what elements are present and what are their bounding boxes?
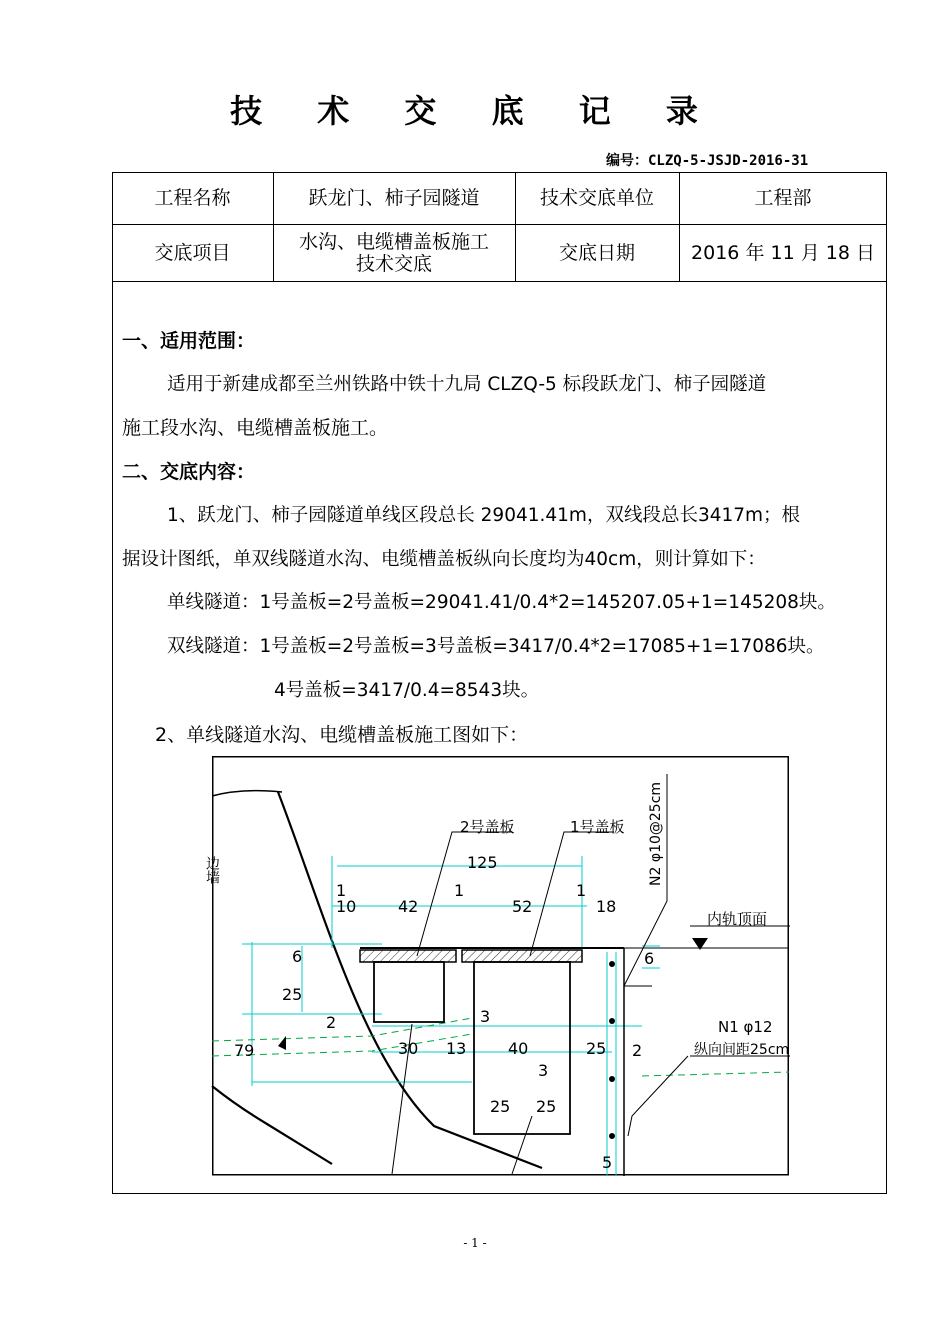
item2-text: 2、单线隧道水沟、电缆槽盖板施工图如下： (155, 724, 529, 746)
item-value (273, 224, 515, 281)
unit-label: 技术交底单位 (539, 187, 654, 209)
rebar-dots (609, 961, 615, 1139)
spacing-label: 纵向间距25cm (694, 1042, 790, 1058)
table-divider-row2 (112, 281, 887, 282)
dim-30: 30 (398, 1039, 419, 1058)
ground-line (212, 791, 282, 796)
dim-3a: 3 (480, 1007, 491, 1026)
cover-plate-1 (462, 950, 582, 962)
item1-text-line1: 1、跃龙门、柿子园隧道单线区段总长 29041.41m，双线段总长3417m；根 (167, 505, 801, 526)
section1-heading: 一、适用范围： (122, 330, 256, 352)
document-code: 编号：CLZQ-5-JSJD-2016-31 (606, 153, 809, 169)
dim-42: 42 (398, 897, 419, 916)
rebar-n2-label: N2 φ10@25cm (648, 781, 664, 886)
wall-label: 边墙 (204, 856, 220, 884)
calc-single-line: 单线隧道：1号盖板=2号盖板=29041.41/0.4*2=145207.05+1=145208块。 (167, 592, 836, 613)
page-number: - 1 - (463, 1236, 487, 1250)
date-value: 2016 年 11 月 18 日 (691, 241, 875, 264)
item1-text-line2: 据设计图纸，单双线隧道水沟、电缆槽盖板纵向长度均为40cm，则计算如下： (122, 549, 766, 570)
dim-25d: 25 (536, 1097, 557, 1116)
rebar-n1-label: N1 φ12 (718, 1018, 773, 1036)
dim-25b: 25 (586, 1039, 607, 1058)
plate2-label: 2号盖板 (460, 818, 515, 836)
document-title: 技 术 交 底 记 录 (230, 92, 720, 130)
calc-double-line: 双线隧道：1号盖板=2号盖板=3号盖板=3417/0.4*2=17085+1=17086块。 (167, 636, 825, 657)
item-value-line2: 技术交底 (355, 252, 432, 275)
dim-18: 18 (596, 897, 617, 916)
dim-one-a: 1 (336, 881, 347, 900)
project-name-value: 跃龙门、柿子园隧道 (308, 187, 480, 209)
dim-6a: 6 (292, 947, 303, 966)
drainage-ditch (374, 962, 444, 1022)
plate1-label: 1号盖板 (570, 818, 625, 836)
dim-25c: 25 (490, 1097, 511, 1116)
date-label: 交底日期 (558, 241, 635, 264)
dim-40: 40 (508, 1039, 529, 1058)
dim-one-b: 1 (454, 881, 465, 900)
item-value-line1: 水沟、电缆槽盖板施工 (298, 230, 489, 253)
section1-text-line1: 适用于新建成都至兰州铁路中铁十九局 CLZQ-5 标段跃龙门、柿子园隧道 (167, 374, 767, 395)
calc-plate4: 4号盖板=3417/0.4=8543块。 (274, 680, 540, 701)
dim-25a: 25 (282, 985, 303, 1004)
cover-plate-2 (360, 950, 456, 962)
dim-2b: 2 (632, 1041, 643, 1060)
dim-3b: 3 (538, 1061, 549, 1080)
dim-5: 5 (602, 1153, 613, 1172)
dim-total: 125 (467, 853, 498, 872)
dim-6b: 6 (644, 949, 655, 968)
rail-top-label: 内轨顶面 (707, 910, 768, 928)
dim-79: 79 (234, 1041, 255, 1060)
dim-10: 10 (336, 897, 357, 916)
unit-value: 工程部 (754, 187, 812, 209)
project-name-label: 工程名称 (154, 187, 231, 209)
dim-2: 2 (326, 1013, 337, 1032)
section1-text-line2: 施工段水沟、电缆槽盖板施工。 (122, 417, 389, 439)
section2-heading: 二、交底内容： (122, 461, 256, 483)
item-label: 交底项目 (154, 241, 231, 264)
tunnel-base-curve (212, 1086, 332, 1164)
dim-one-c: 1 (576, 881, 587, 900)
cover-plate-drawing (204, 756, 790, 1176)
dim-13: 13 (446, 1039, 467, 1058)
dim-52: 52 (512, 897, 533, 916)
